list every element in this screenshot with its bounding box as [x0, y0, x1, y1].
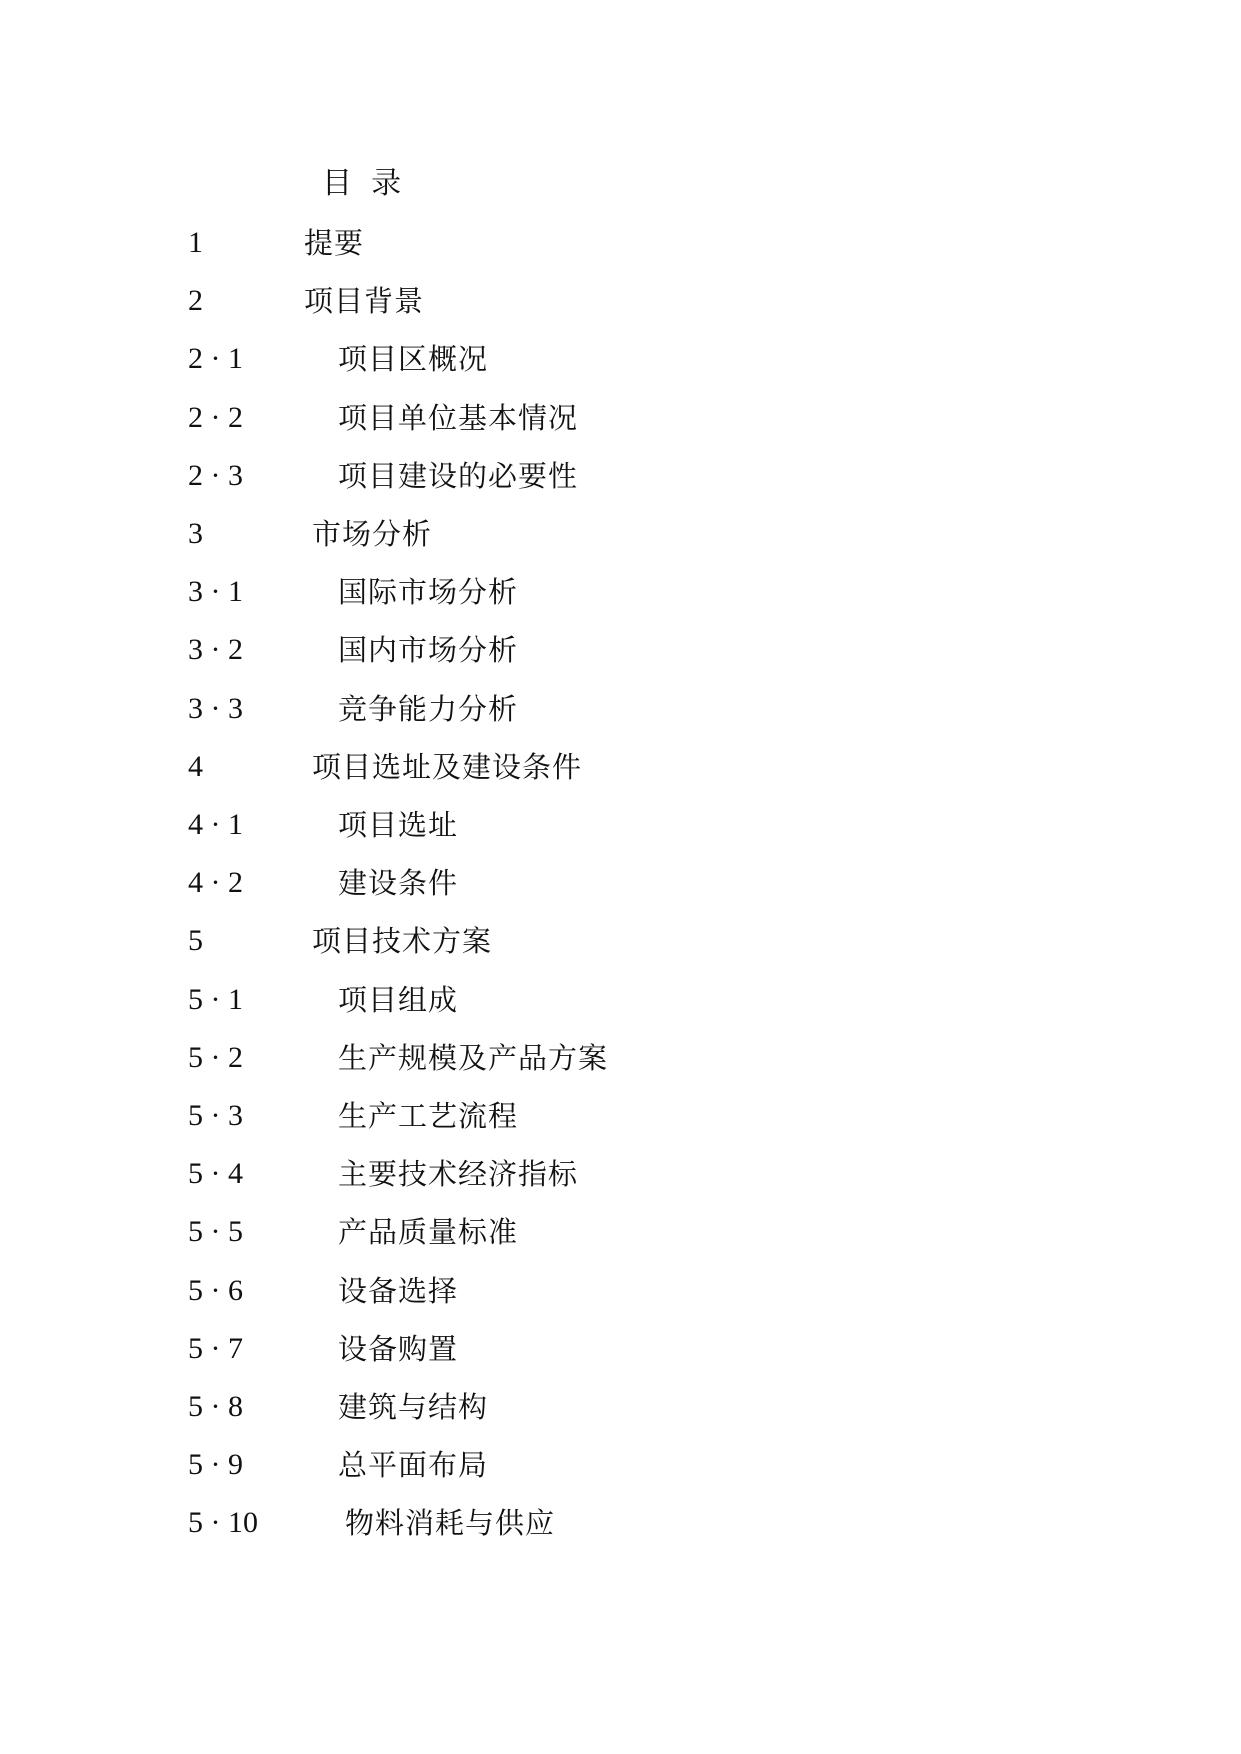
- toc-entry[interactable]: [0, 337, 1241, 381]
- toc-entry[interactable]: [0, 1327, 1241, 1371]
- toc-entry-title: 项目建设的必要性: [338, 458, 579, 493]
- toc-entry-title: 项目组成: [338, 982, 459, 1017]
- toc-entry-number: 5 · 8: [188, 1390, 243, 1423]
- toc-entry-number: 1: [188, 226, 203, 259]
- toc-entry-title: 国内市场分析: [338, 633, 519, 668]
- toc-entry-title: 市场分析: [312, 517, 433, 551]
- toc-entry-title: 项目选址及建设条件: [312, 749, 583, 784]
- toc-entry[interactable]: [0, 1443, 1241, 1487]
- toc-entry-number: 5 · 5: [188, 1215, 243, 1249]
- toc-entry[interactable]: [0, 454, 1241, 498]
- toc-entry-number: 4 · 2: [188, 866, 243, 900]
- toc-entry-number: 5 · 3: [188, 1099, 243, 1132]
- toc-entry-number: 2 · 2: [188, 400, 243, 434]
- toc-entry-number: 5 · 7: [188, 1331, 243, 1365]
- toc-entry-title: 项目技术方案: [312, 924, 493, 959]
- toc-entry-title: 项目单位基本情况: [338, 400, 579, 435]
- toc-entry[interactable]: [0, 745, 1241, 789]
- toc-entry-number: 5 · 6: [188, 1273, 243, 1307]
- toc-entry[interactable]: [0, 1094, 1241, 1138]
- toc-entry-number: 2: [188, 284, 203, 318]
- toc-entry[interactable]: [0, 687, 1241, 731]
- toc-entry-number: 2 · 1: [188, 342, 243, 376]
- toc-entry-title: 项目区概况: [338, 342, 489, 377]
- toc-entry-number: 5 · 10: [188, 1506, 258, 1540]
- toc-entry[interactable]: [0, 1210, 1241, 1254]
- toc-entry[interactable]: [0, 512, 1241, 556]
- toc-entry-title: 项目选址: [338, 808, 459, 842]
- page-title: 目 录: [322, 166, 402, 201]
- toc-entry-title: 总平面布局: [338, 1448, 489, 1483]
- toc-entry-title: 产品质量标准: [338, 1215, 519, 1250]
- toc-entry[interactable]: [0, 861, 1241, 905]
- toc-entry-title: 提要: [304, 226, 365, 260]
- toc-entry-title: 竞争能力分析: [338, 691, 519, 726]
- toc-entry-number: 4: [188, 749, 203, 783]
- toc-entry-title: 国际市场分析: [338, 575, 519, 610]
- toc-entry-title: 项目背景: [304, 284, 425, 319]
- toc-entry[interactable]: [0, 1152, 1241, 1196]
- toc-entry[interactable]: [0, 279, 1241, 323]
- toc-entry[interactable]: [0, 978, 1241, 1022]
- toc-entry-title: 生产工艺流程: [338, 1099, 519, 1133]
- toc-entry-number: 5 · 9: [188, 1448, 243, 1482]
- toc-entry-number: 2 · 3: [188, 458, 243, 492]
- toc-entry[interactable]: [0, 570, 1241, 614]
- toc-entry-number: 3 · 2: [188, 633, 243, 667]
- toc-entry[interactable]: [0, 628, 1241, 672]
- toc-entry-number: 4 · 1: [188, 808, 243, 841]
- toc-entry-number: 5 · 1: [188, 982, 243, 1016]
- toc-entry-number: 5 · 4: [188, 1157, 243, 1191]
- toc-entry-title: 设备购置: [338, 1331, 459, 1366]
- toc-entry-title: 主要技术经济指标: [338, 1157, 579, 1192]
- toc-entry[interactable]: [0, 919, 1241, 963]
- toc-entry-number: 3 · 1: [188, 575, 243, 609]
- toc-entry-number: 3 · 3: [188, 691, 243, 725]
- toc-entry[interactable]: [0, 803, 1241, 847]
- toc-entry-title: 设备选择: [338, 1273, 459, 1308]
- toc-entry[interactable]: [0, 1036, 1241, 1080]
- toc-entry-number: 5: [188, 924, 203, 958]
- toc-entry[interactable]: [0, 1385, 1241, 1429]
- toc-entry[interactable]: [0, 396, 1241, 440]
- toc-entry-title: 物料消耗与供应: [345, 1506, 556, 1541]
- toc-entry-title: 建设条件: [338, 866, 459, 901]
- toc-entry-number: 5 · 2: [188, 1040, 243, 1074]
- toc-entry-title: 建筑与结构: [338, 1390, 489, 1424]
- toc-entry-number: 3: [188, 517, 203, 550]
- toc-entry-title: 生产规模及产品方案: [338, 1040, 609, 1075]
- toc-entry[interactable]: [0, 1501, 1241, 1545]
- toc-entry[interactable]: [0, 221, 1241, 265]
- toc-entry[interactable]: [0, 1269, 1241, 1313]
